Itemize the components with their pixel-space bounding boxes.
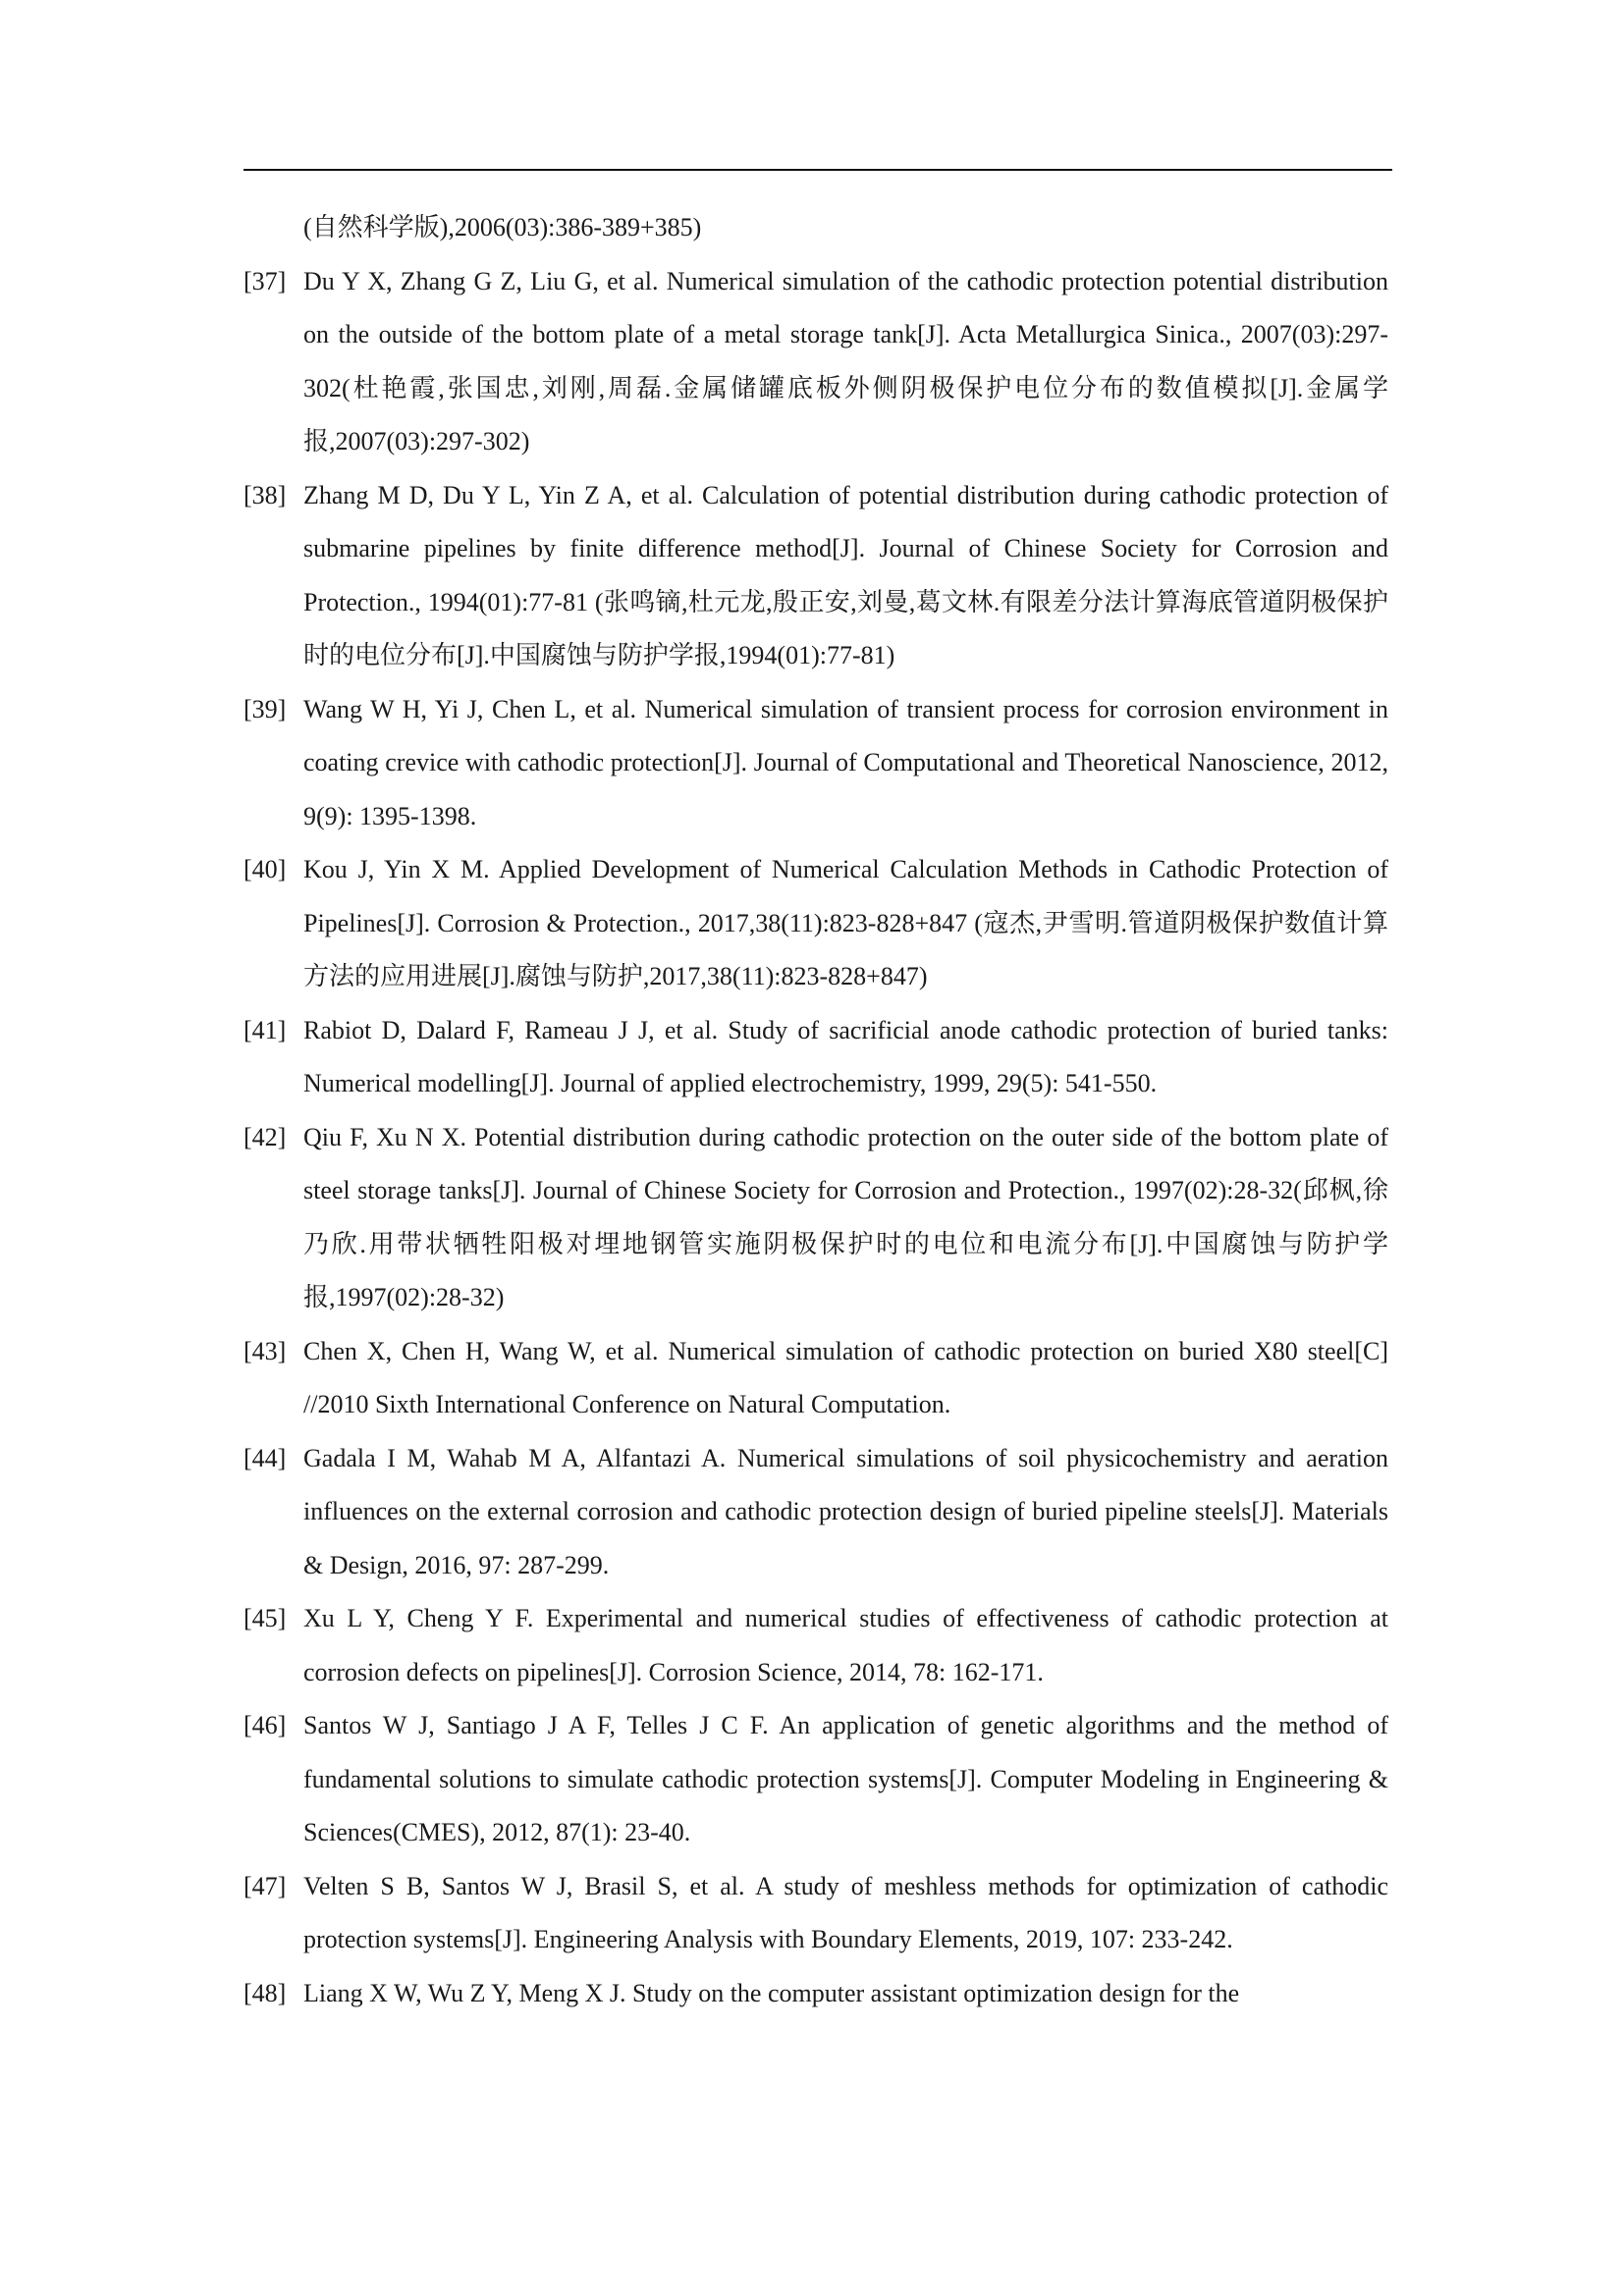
reference-37 — [244, 255, 1388, 469]
reference-text: Du Y X, Zhang G Z, Liu G, et al. Numerical simulation of the cathodic protection potential distribution on the outside of the bottom plate of a metal storage tank[J]. Acta Metallurgica Sinica., 2007(03):297-302(杜艳霞,张国忠,刘刚,周磊.金属储罐底板外侧阴极保护电位分布的数值模拟[J].金属学报,2007(03):297-302) — [303, 266, 1389, 455]
reference-number: [47] — [244, 1871, 287, 1900]
reference-text: Kou J, Yin X M. Applied Development of Numerical Calculation Methods in Cathodic Protection of Pipelines[J]. Corrosion & Protection., 2017,38(11):823-828+847 (寇杰,尹雪明.管道阴极保护数值计算方法的应用进展[J].腐蚀与防护,2017,38(11):823-828+847) — [303, 855, 1388, 990]
reference-45 — [244, 1592, 1388, 1699]
reference-39 — [244, 683, 1388, 844]
reference-number: [42] — [244, 1122, 287, 1151]
reference-47 — [244, 1860, 1388, 1967]
reference-38 — [244, 469, 1388, 683]
reference-44 — [244, 1432, 1388, 1593]
reference-text: Santos W J, Santiago J A F, Telles J C F. An application of genetic algorithms and the method of fundamental solutions to simulate cathodic protection systems[J]. Computer Modeling in Engineering & Sciences(CMES), 2012, 87(1): 23-40. — [303, 1711, 1388, 1846]
reference-text: Xu L Y, Cheng Y F. Experimental and numerical studies of effectiveness of cathodic protection at corrosion defects on pipelines[J]. Corrosion Science, 2014, 78: 162-171. — [303, 1604, 1388, 1686]
reference-number: [41] — [244, 1015, 287, 1044]
reference-48 — [244, 1967, 1388, 2021]
reference-text: Gadala I M, Wahab M A, Alfantazi A. Numerical simulations of soil physicochemistry and aeration influences on the external corrosion and cathodic protection design of buried pipeline steels[J]. Materials & Design, 2016, 97: 287-299. — [303, 1443, 1388, 1579]
reference-text: Velten S B, Santos W J, Brasil S, et al. A study of meshless methods for optimization of cathodic protection systems[J]. Engineering Analysis with Boundary Elements, 2019, 107: 233-242. — [303, 1871, 1388, 1953]
reference-number: [39] — [244, 694, 287, 723]
reference-continuation — [244, 201, 1388, 255]
reference-text: Zhang M D, Du Y L, Yin Z A, et al. Calculation of potential distribution during cathodic protection of submarine pipelines by finite difference method[J]. Journal of Chinese Society for Corrosion and Protection., 1994(01):77-81 (张鸣镝,杜元龙,殷正安,刘曼,葛文林.有限差分法计算海底管道阴极保护时的电位分布[J].中国腐蚀与防护学报,1994(01):77-81) — [303, 480, 1388, 669]
reference-text: Chen X, Chen H, Wang W, et al. Numerical simulation of cathodic protection on buried X80 steel[C] //2010 Sixth International Conference on Natural Computation. — [303, 1336, 1388, 1418]
reference-text: Wang W H, Yi J, Chen L, et al. Numerical simulation of transient process for corrosion environment in coating crevice with cathodic protection[J]. Journal of Computational and Theoretical Nanoscience, 2012, 9(9): 1395-1398. — [303, 694, 1388, 830]
reference-number: [44] — [244, 1443, 287, 1472]
reference-number: [40] — [244, 855, 287, 883]
reference-number: [48] — [244, 1978, 287, 2007]
reference-text: (自然科学版),2006(03):386-389+385) — [303, 213, 702, 241]
reference-text: Liang X W, Wu Z Y, Meng X J. Study on the computer assistant optimization design for the — [303, 1978, 1240, 2007]
reference-text: Rabiot D, Dalard F, Rameau J J, et al. Study of sacrificial anode cathodic protection of buried tanks: Numerical modelling[J]. Journal of applied electrochemistry, 1999, 29(5): 541-550. — [303, 1015, 1388, 1097]
reference-40 — [244, 843, 1388, 1004]
reference-42 — [244, 1111, 1388, 1325]
header-rule — [244, 169, 1392, 171]
reference-number: [45] — [244, 1604, 287, 1632]
reference-text: Qiu F, Xu N X. Potential distribution during cathodic protection on the outer side of the bottom plate of steel storage tanks[J]. Journal of Chinese Society for Corrosion and Protection., 1997(02):28-32(邱枫,徐乃欣.用带状牺牲阳极对埋地钢管实施阴极保护时的电位和电流分布[J].中国腐蚀与防护学报,1997(02):28-32) — [303, 1122, 1388, 1311]
reference-43 — [244, 1325, 1388, 1432]
reference-list — [244, 201, 1388, 2020]
reference-41 — [244, 1004, 1388, 1111]
reference-number: [37] — [244, 266, 287, 295]
reference-number: [38] — [244, 480, 287, 509]
reference-number: [43] — [244, 1336, 287, 1365]
reference-46 — [244, 1699, 1388, 1860]
reference-number: [46] — [244, 1711, 287, 1739]
